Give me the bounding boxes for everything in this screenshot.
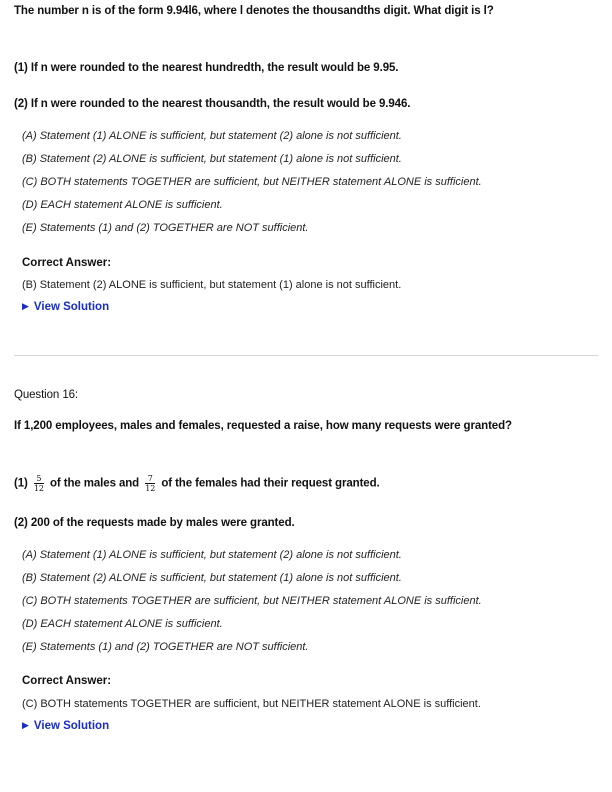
question-15-option-a: (A) Statement (1) ALONE is sufficient, but statement (2) alone is not sufficient.	[22, 130, 402, 142]
statement-1-mid: of the males and	[49, 477, 140, 490]
fraction-numerator: 7	[145, 474, 155, 484]
view-solution-label: View Solution	[33, 301, 110, 313]
question-16-option-c: (C) BOTH statements TOGETHER are sufficient, but NEITHER statement ALONE is sufficient.	[22, 595, 482, 607]
question-15-option-b: (B) Statement (2) ALONE is sufficient, but statement (1) alone is not sufficient.	[22, 153, 402, 165]
question-15-correct-answer-text: (B) Statement (2) ALONE is sufficient, but statement (1) alone is not sufficient.	[22, 279, 402, 291]
statement-1-suffix: of the females had their request granted.	[161, 477, 380, 490]
question-15-option-d: (D) EACH statement ALONE is sufficient.	[22, 199, 223, 211]
question-16-stem: If 1,200 employees, males and females, requested a raise, how many requests were granted?	[14, 420, 512, 432]
fraction-denominator: 12	[145, 484, 156, 493]
question-15-statement-1: (1) If n were rounded to the nearest hundredth, the result would be 9.95.	[14, 62, 399, 74]
fraction-five-twelfths	[34, 474, 44, 493]
triangle-right-icon: ▶	[22, 301, 29, 311]
fraction-numerator: 5	[34, 474, 44, 484]
view-solution-label: View Solution	[33, 720, 110, 732]
question-15-view-solution-button[interactable]	[22, 301, 109, 313]
fraction-seven-twelfths	[145, 474, 155, 493]
question-16-correct-answer-text: (C) BOTH statements TOGETHER are sufficient, but NEITHER statement ALONE is sufficient.	[22, 698, 481, 710]
question-15-option-c: (C) BOTH statements TOGETHER are sufficient, but NEITHER statement ALONE is sufficient.	[22, 176, 482, 188]
question-16-option-a: (A) Statement (1) ALONE is sufficient, but statement (2) alone is not sufficient.	[22, 549, 402, 561]
question-16-heading: Question 16:	[14, 389, 79, 401]
question-15-option-e: (E) Statements (1) and (2) TOGETHER are NOT sufficient.	[22, 222, 309, 234]
question-15-correct-answer-label: Correct Answer:	[22, 257, 112, 269]
question-16-correct-answer-label: Correct Answer:	[22, 675, 112, 687]
triangle-right-icon: ▶	[22, 720, 29, 730]
statement-1-prefix: (1)	[14, 477, 28, 490]
question-15-statement-2: (2) If n were rounded to the nearest thousandth, the result would be 9.946.	[14, 98, 411, 110]
question-divider	[14, 355, 598, 356]
question-16-option-e: (E) Statements (1) and (2) TOGETHER are NOT sufficient.	[22, 641, 309, 653]
question-15-stem: The number n is of the form 9.94l6, where l denotes the thousandths digit. What digit is l?	[14, 5, 494, 17]
question-16-statement-2: (2) 200 of the requests made by males were granted.	[14, 517, 295, 529]
fraction-denominator: 12	[33, 484, 44, 493]
question-16-option-b: (B) Statement (2) ALONE is sufficient, but statement (1) alone is not sufficient.	[22, 572, 402, 584]
question-16-option-d: (D) EACH statement ALONE is sufficient.	[22, 618, 223, 630]
question-16-statement-1	[14, 474, 380, 493]
question-16-view-solution-button[interactable]	[22, 720, 109, 732]
